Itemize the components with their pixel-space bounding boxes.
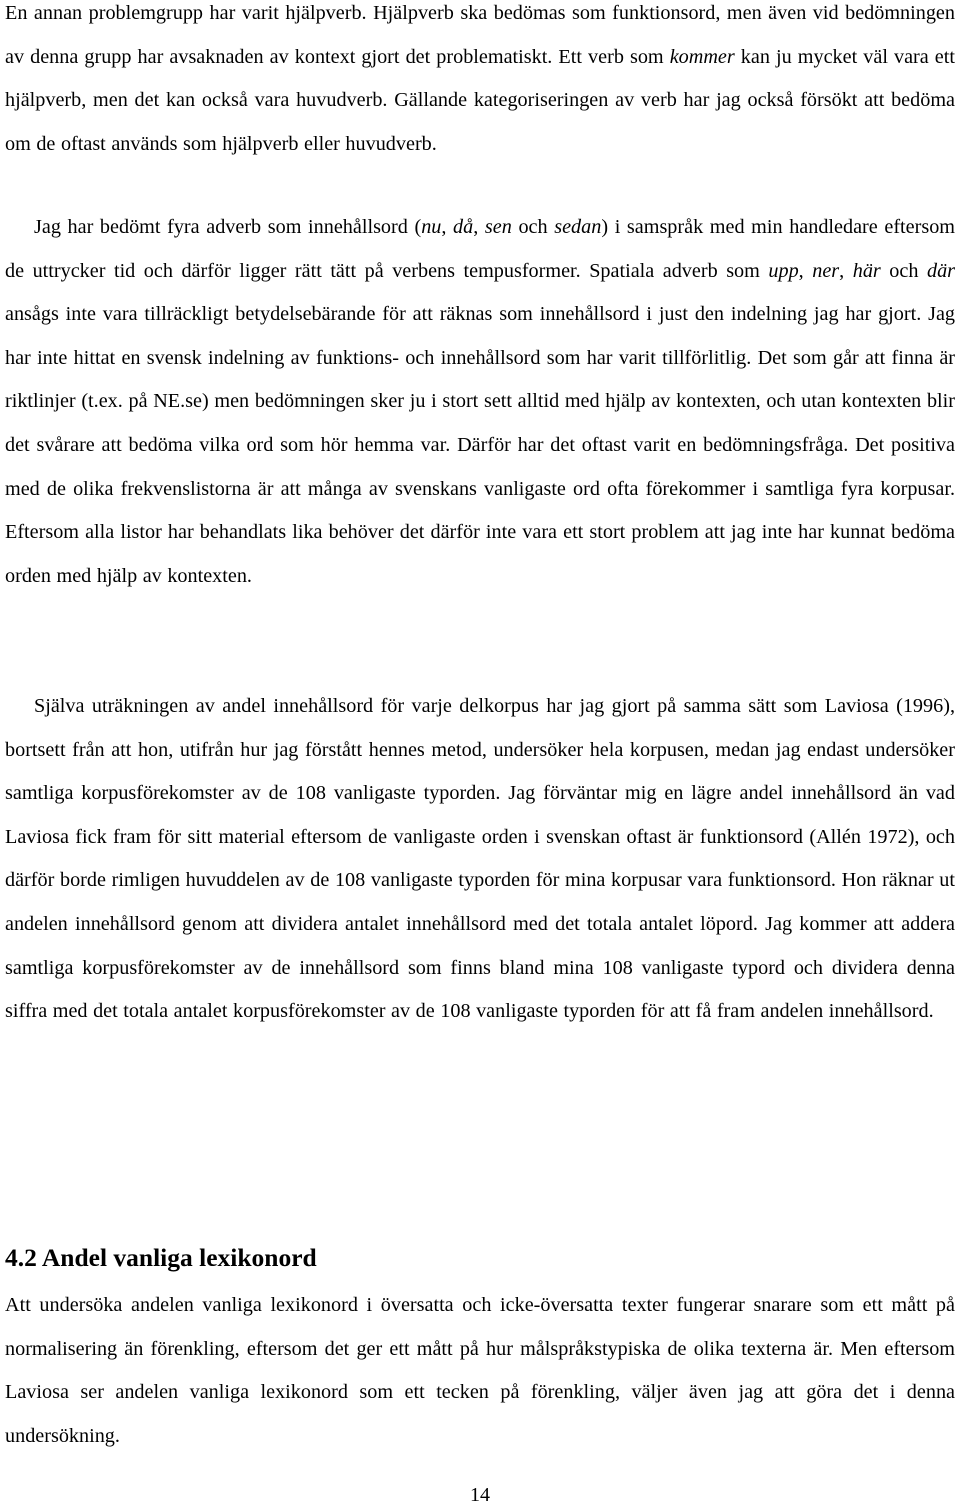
section-number: 4.2 — [5, 1243, 37, 1272]
italic-term: där — [926, 259, 956, 282]
paragraph-text: En annan problemgrupp har varit hjälpverb. Hjälpverb ska bedömas som funktionsord, men även vid bedömningen av denna grupp har avsaknaden av kontext gjort det problematiskt. Ett verb som — [5, 2, 955, 68]
paragraph-calculation: Själva uträkningen av andel innehållsord för varje delkorpus har jag gjort på samma sätt som Laviosa (1996), bortsett från att hon, utifrån hur jag förstått hennes metod, undersöker hela korpusen, medan jag endast undersöker samtliga korpusförekomster av de 108 vanligaste typorden. Jag förväntar mig en lägre andel innehållsord än vad Laviosa fick fram för sitt material eftersom de vanligaste orden i svenskan oftast är funktionsord (Allén 1972), och därför borde rimligen huvuddelen av de 108 vanligaste typorden för mina korpusar vara funktionsord. Hon räknar ut andelen innehållsord genom att dividera antalet innehållsord med det totala antalet löpord. Jag kommer att addera samtliga korpusförekomster av de innehållsord som finns bland mina 108 vanligaste typord och dividera denna siffra med det totala antalet korpusförekomster av de 108 vanligaste typorden för att få fram andelen innehållsord. — [5, 695, 955, 1023]
separator-text: , — [839, 259, 853, 282]
italic-term: då — [453, 216, 474, 238]
paragraph-adverbs — [5, 206, 955, 598]
page-number: 14 — [470, 1484, 490, 1506]
separator-text: , — [441, 216, 454, 238]
italic-term: upp — [768, 259, 799, 282]
paragraph-text: ansågs inte vara tillräckligt betydelsebärande för att räknas som innehållsord i just den indelning jag har gjort. Jag har inte hittat en svensk indelning av funktions- och innehållsord som har varit tillförlitlig. Det som går att finna är riktlinjer (t.ex. på NE.se) men bedömningen sker ju i stort sett alltid med hjälp av kontexten, och utan kontexten blir det svårare att bedöma vilka ord som hör hemma var. Därför har det oftast varit en bedömningsfråga. Det positiva med de olika frekvenslistorna är att många av svenskans vanligaste ord ofta förekommer i samtliga fyra korpusar. Eftersom alla listor har behandlats lika behöver det därför inte vara ett stort problem att jag inte har kunnat bedöma orden med hjälp av kontexten. — [5, 303, 955, 587]
separator-text: och — [511, 216, 555, 238]
italic-term: ner — [812, 259, 840, 282]
paragraph-text: ) i samspråk med min handledare eftersom de uttrycker tid och därför ligger rätt tätt på verbens tempusformer. Spatiala adverb som — [5, 216, 955, 282]
paragraph-text: kan ju mycket väl vara ett hjälpverb, men det kan också vara huvudverb. Gällande kategoriseringen av verb har jag också försökt att bedöma om de oftast används som hjälpverb eller huvudverb. — [5, 45, 955, 155]
paragraph-lexicon-words: Att undersöka andelen vanliga lexikonord i översatta och icke-översatta texter fungerar snarare som ett mått på normalisering än förenkling, eftersom det ger ett mått på hur målspråkstypiska de olika texterna är. Men eftersom Laviosa ser andelen vanliga lexikonord som ett tecken på förenkling, väljer även jag att göra det i denna undersökning. — [5, 1294, 955, 1447]
italic-term: nu — [421, 216, 442, 238]
paragraph-text: Jag har bedömt fyra adverb som innehållsord ( — [34, 216, 422, 238]
paragraph-helping-verbs — [5, 0, 955, 166]
italic-term: sen — [484, 216, 512, 238]
italic-term: här — [852, 259, 881, 282]
separator-text: , — [798, 259, 813, 282]
section-heading — [5, 1241, 317, 1275]
italic-term: sedan — [554, 216, 602, 238]
italic-term: kommer — [669, 45, 735, 68]
separator-text: och — [880, 259, 927, 282]
section-title: Andel vanliga lexikonord — [36, 1243, 317, 1272]
separator-text: , — [473, 216, 485, 238]
